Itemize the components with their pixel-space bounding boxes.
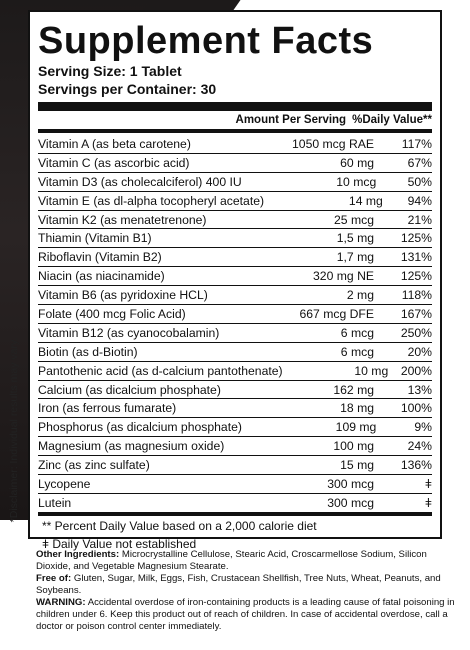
nutrient-name: Thiamin (Vitamin B1) bbox=[38, 231, 152, 246]
nutrient-amount: 109 mg bbox=[335, 420, 377, 435]
nutrient-amount: 162 mg bbox=[333, 382, 374, 397]
panel-title: Supplement Facts bbox=[38, 20, 374, 62]
nutrient-row bbox=[38, 324, 432, 343]
nutrient-dv: 13% bbox=[407, 382, 432, 397]
nutrient-amount: 10 mg bbox=[354, 363, 389, 378]
nutrient-name: Riboflavin (Vitamin B2) bbox=[38, 250, 162, 265]
nutrient-name: Folate (400 mcg Folic Acid) bbox=[38, 306, 186, 321]
other-information bbox=[36, 549, 456, 633]
serving-size: Serving Size: 1 Tablet bbox=[38, 63, 182, 79]
nutrient-name: Vitamin C (as ascorbic acid) bbox=[38, 155, 190, 170]
nutrient-name: Vitamin E (as dl-alpha tocopheryl acetate) bbox=[38, 193, 265, 208]
nutrient-row bbox=[38, 494, 432, 516]
nutrient-amount: 60 mg bbox=[340, 155, 374, 170]
thick-divider bbox=[38, 102, 432, 111]
nutrient-name: Magnesium (as magnesium oxide) bbox=[38, 439, 225, 454]
free-of bbox=[36, 573, 456, 597]
nutrient-row bbox=[38, 154, 432, 173]
nutrient-amount: 6 mcg bbox=[340, 344, 374, 359]
footnote-not-established: ǂ Daily Value not established bbox=[42, 536, 197, 551]
nutrient-amount: 100 mg bbox=[333, 439, 374, 454]
nutrient-name: Calcium (as dicalcium phosphate) bbox=[38, 382, 221, 397]
nutrient-dv: 94% bbox=[407, 193, 432, 208]
warning bbox=[36, 597, 456, 633]
column-header-row bbox=[38, 111, 432, 133]
nutrient-row bbox=[38, 248, 432, 267]
nutrient-amount: 15 mg bbox=[340, 458, 374, 473]
nutrient-dv: 21% bbox=[407, 212, 432, 227]
nutrient-row bbox=[38, 286, 432, 305]
warning-label: WARNING: bbox=[36, 597, 86, 608]
servings-per-container: Servings per Container: 30 bbox=[38, 81, 217, 97]
nutrient-dv: 118% bbox=[401, 288, 432, 303]
nutrient-dv: 200% bbox=[400, 363, 432, 378]
nutrient-row bbox=[38, 456, 432, 475]
nutrient-amount: 18 mg bbox=[340, 401, 374, 416]
nutrient-amount: 1,5 mg bbox=[336, 231, 374, 246]
nutrient-table bbox=[38, 135, 432, 516]
free-of-label: Free of: bbox=[36, 573, 72, 584]
nutrient-dv: 167% bbox=[400, 306, 432, 321]
nutrient-row bbox=[38, 475, 432, 494]
amount-header: Amount Per Serving bbox=[235, 114, 347, 126]
nutrient-row bbox=[38, 192, 432, 211]
nutrient-dv: 67% bbox=[407, 155, 432, 170]
daily-value-header: %Daily Value** bbox=[352, 114, 432, 126]
nutrient-amount: 300 mcg bbox=[327, 476, 374, 491]
nutrient-name: Vitamin D3 (as cholecalciferol) 400 IU bbox=[38, 174, 242, 189]
nutrient-row bbox=[38, 418, 432, 437]
nutrient-row bbox=[38, 267, 432, 286]
nutrient-dv: ǂ bbox=[424, 495, 432, 510]
nutrient-dv: 250% bbox=[400, 325, 432, 340]
nutrient-name: Vitamin A (as beta carotene) bbox=[38, 136, 191, 151]
nutrient-dv: 136% bbox=[400, 458, 432, 473]
nutrient-dv: 125% bbox=[400, 231, 432, 246]
nutrient-amount: 10 mcg bbox=[336, 174, 377, 189]
nutrient-dv: ǂ bbox=[424, 476, 432, 491]
nutrient-row bbox=[38, 305, 432, 324]
nutrient-row bbox=[38, 381, 432, 400]
nutrient-amount: 6 mcg bbox=[340, 325, 374, 340]
nutrient-name: Lycopene bbox=[38, 476, 91, 491]
nutrient-amount: 14 mg bbox=[348, 193, 383, 208]
nutrient-amount: 300 mcg bbox=[327, 495, 374, 510]
nutrient-row bbox=[38, 437, 432, 456]
footnote-percent: ** Percent Daily Value based on a 2,000 calorie diet bbox=[42, 518, 317, 533]
nutrient-name: Phosphorus (as dicalcium phosphate) bbox=[38, 420, 242, 435]
nutrient-name: Vitamin K2 (as menatetrenone) bbox=[38, 212, 207, 227]
nutrient-dv: 125% bbox=[400, 269, 432, 284]
disclaimer-text: *Disclaimer: Individual results may vary. bbox=[8, 337, 20, 523]
nutrient-row bbox=[38, 399, 432, 418]
nutrient-name: Pantothenic acid (as d-calcium pantothenate) bbox=[38, 363, 283, 378]
supplement-facts-panel bbox=[28, 10, 442, 551]
other-ingredients bbox=[36, 549, 456, 573]
nutrient-name: Biotin (as d-Biotin) bbox=[38, 344, 138, 359]
nutrient-name: Vitamin B12 (as cyanocobalamin) bbox=[38, 325, 220, 340]
nutrient-amount: 667 mcg DFE bbox=[299, 306, 374, 321]
free-of-text: Gluten, Sugar, Milk, Eggs, Fish, Crustacean Shellfish, Tree Nuts, Wheat, Peanuts, and Soybeans. bbox=[36, 573, 441, 596]
nutrient-amount: 25 mcg bbox=[334, 212, 374, 227]
nutrient-dv: 117% bbox=[401, 136, 432, 151]
nutrient-dv: 9% bbox=[414, 420, 432, 435]
nutrient-dv: 131% bbox=[400, 250, 432, 265]
nutrient-amount: 320 mg NE bbox=[313, 269, 374, 284]
nutrient-amount: 2 mg bbox=[346, 288, 374, 303]
disclaimer-area bbox=[0, 315, 28, 545]
nutrient-dv: 100% bbox=[400, 401, 432, 416]
other-ingredients-label: Other Ingredients: bbox=[36, 549, 120, 560]
nutrient-name: Vitamin B6 (as pyridoxine HCL) bbox=[38, 288, 208, 303]
nutrient-amount: 1050 mcg RAE bbox=[292, 136, 374, 151]
nutrient-row bbox=[38, 173, 432, 192]
nutrient-name: Zinc (as zinc sulfate) bbox=[38, 458, 150, 473]
nutrient-amount: 1,7 mg bbox=[336, 250, 374, 265]
nutrient-row bbox=[38, 211, 432, 230]
warning-text: Accidental overdose of iron-containing products is a leading cause of fatal poisoning in children under 6. Keep this product out of reach of children. In case of accidental overdose, call a doctor or poison control center immediately. bbox=[36, 597, 455, 632]
nutrient-row bbox=[38, 135, 432, 154]
other-ingredients-text: Microcrystalline Cellulose, Stearic Acid, Croscarmellose Sodium, Silicon Dioxide, and Vegetable Magnesium Stearate. bbox=[36, 549, 427, 572]
nutrient-dv: 20% bbox=[407, 344, 432, 359]
nutrient-row bbox=[38, 343, 432, 362]
nutrient-dv: 50% bbox=[407, 174, 432, 189]
nutrient-dv: 24% bbox=[407, 439, 432, 454]
nutrient-row bbox=[38, 362, 432, 381]
nutrient-row bbox=[38, 229, 432, 248]
nutrient-name: Iron (as ferrous fumarate) bbox=[38, 401, 177, 416]
nutrient-name: Niacin (as niacinamide) bbox=[38, 269, 165, 284]
nutrient-name: Lutein bbox=[38, 495, 72, 510]
